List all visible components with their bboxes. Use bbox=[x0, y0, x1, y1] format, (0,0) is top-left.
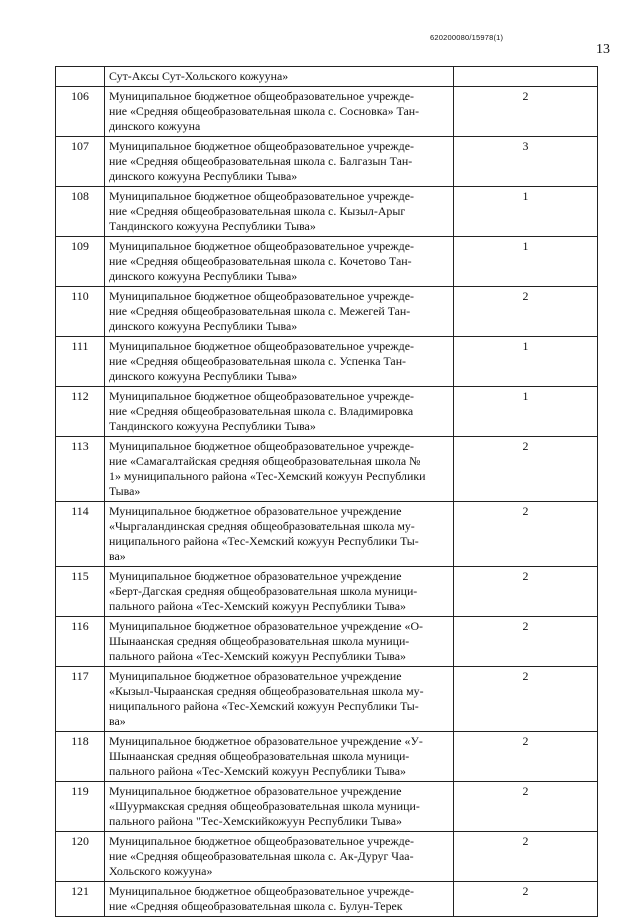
row-number: 111 bbox=[56, 337, 105, 387]
table-row bbox=[56, 782, 598, 832]
row-number: 110 bbox=[56, 287, 105, 337]
institution-name: Муниципальное бюджетное образовательное учреждение «У- Шынаанская средняя общеобразовательная школа муници- пального района «Тес-Хемский кожуун Республики Тыва» bbox=[105, 732, 454, 782]
institution-name: Муниципальное бюджетное общеобразовательное учрежде- ние «Средняя общеобразовательная школа с. Балгазын Тан- динского кожууна Республики Тыва» bbox=[105, 137, 454, 187]
table-row bbox=[56, 87, 598, 137]
table-row bbox=[56, 832, 598, 882]
institution-name: Муниципальное бюджетное общеобразовательное учрежде- ние «Средняя общеобразовательная школа с. Кызыл-Арыг Тандинского кожууна Республики Тыва» bbox=[105, 187, 454, 237]
institutions-table bbox=[55, 66, 598, 917]
institution-name: Муниципальное бюджетное общеобразовательное учрежде- ние «Самагалтайская средняя общеобразовательная школа № 1» муниципального района «Тес-Хемский кожуун Республики Тыва» bbox=[105, 437, 454, 502]
row-count: 1 bbox=[454, 387, 598, 437]
table-row bbox=[56, 617, 598, 667]
row-number: 113 bbox=[56, 437, 105, 502]
table-row bbox=[56, 882, 598, 917]
table-row bbox=[56, 67, 598, 87]
row-count: 2 bbox=[454, 832, 598, 882]
table-body bbox=[56, 67, 598, 917]
institution-name: Муниципальное бюджетное общеобразовательное учрежде- ние «Средняя общеобразовательная школа с. Межегей Тан- динского кожууна Республики Тыва» bbox=[105, 287, 454, 337]
row-number: 118 bbox=[56, 732, 105, 782]
table-row bbox=[56, 437, 598, 502]
table-row bbox=[56, 732, 598, 782]
table-row bbox=[56, 187, 598, 237]
institution-name: Муниципальное бюджетное образовательное учреждение «Шуурмакская средняя общеобразовательная школа муници- пального района "Тес-Хемскийкожуун Республики Тыва» bbox=[105, 782, 454, 832]
institution-name: Муниципальное бюджетное образовательное учреждение «О- Шынаанская средняя общеобразовательная школа муници- пального района «Тес-Хемский кожуун Республики Тыва» bbox=[105, 617, 454, 667]
row-number: 120 bbox=[56, 832, 105, 882]
page-number: 13 bbox=[596, 42, 610, 57]
table-row bbox=[56, 337, 598, 387]
institution-name: Муниципальное бюджетное общеобразовательное учрежде- ние «Средняя общеобразовательная школа с. Ак-Дуруг Чаа- Хольского кожууна» bbox=[105, 832, 454, 882]
table-row bbox=[56, 387, 598, 437]
row-number: 112 bbox=[56, 387, 105, 437]
row-count: 2 bbox=[454, 732, 598, 782]
row-number: 115 bbox=[56, 567, 105, 617]
institution-name: Муниципальное бюджетное общеобразовательное учрежде- ние «Средняя общеобразовательная школа с. Сосновка» Тан- динского кожууна bbox=[105, 87, 454, 137]
row-number: 116 bbox=[56, 617, 105, 667]
table-row bbox=[56, 237, 598, 287]
institution-name: Муниципальное бюджетное образовательное учреждение «Чыргаландинская средняя общеобразовательная школа му- ниципального района «Тес-Хемский кожуун Республики Ты- ва» bbox=[105, 502, 454, 567]
table-row bbox=[56, 567, 598, 617]
institution-name: Муниципальное бюджетное общеобразовательное учрежде- ние «Средняя общеобразовательная школа с. Владимировка Тандинского кожууна Республики Тыва» bbox=[105, 387, 454, 437]
row-count bbox=[454, 67, 598, 87]
institution-name: Муниципальное бюджетное образовательное учреждение «Кызыл-Чыраанская средняя общеобразовательная школа му- ниципального района «Тес-Хемский кожуун Республики Ты- ва» bbox=[105, 667, 454, 732]
row-count: 2 bbox=[454, 567, 598, 617]
row-count: 2 bbox=[454, 882, 598, 917]
row-count: 2 bbox=[454, 87, 598, 137]
row-number: 117 bbox=[56, 667, 105, 732]
row-number: 109 bbox=[56, 237, 105, 287]
table-row bbox=[56, 502, 598, 567]
row-number bbox=[56, 67, 105, 87]
row-count: 1 bbox=[454, 237, 598, 287]
table-row bbox=[56, 137, 598, 187]
row-count: 2 bbox=[454, 287, 598, 337]
institution-name: Муниципальное бюджетное образовательное учреждение «Берт-Дагская средняя общеобразовательная школа муници- пального района «Тес-Хемский кожуун Республики Тыва» bbox=[105, 567, 454, 617]
table-row bbox=[56, 287, 598, 337]
row-count: 2 bbox=[454, 667, 598, 732]
row-number: 121 bbox=[56, 882, 105, 917]
row-count: 2 bbox=[454, 782, 598, 832]
row-count: 3 bbox=[454, 137, 598, 187]
row-count: 1 bbox=[454, 337, 598, 387]
institution-name: Муниципальное бюджетное общеобразовательное учрежде- ние «Средняя общеобразовательная школа с. Кочетово Тан- динского кожууна Республики Тыва» bbox=[105, 237, 454, 287]
row-count: 2 bbox=[454, 437, 598, 502]
row-count: 2 bbox=[454, 502, 598, 567]
row-number: 106 bbox=[56, 87, 105, 137]
table-row bbox=[56, 667, 598, 732]
row-count: 2 bbox=[454, 617, 598, 667]
row-number: 108 bbox=[56, 187, 105, 237]
row-number: 107 bbox=[56, 137, 105, 187]
institution-name: Муниципальное бюджетное общеобразовательное учрежде- ние «Средняя общеобразовательная школа с. Успенка Тан- динского кожууна Республики Тыва» bbox=[105, 337, 454, 387]
institution-name: Муниципальное бюджетное общеобразовательное учрежде- ние «Средняя общеобразовательная школа с. Булун-Терек bbox=[105, 882, 454, 917]
row-number: 114 bbox=[56, 502, 105, 567]
row-number: 119 bbox=[56, 782, 105, 832]
row-count: 1 bbox=[454, 187, 598, 237]
document-id: 620200080/15978(1) bbox=[430, 33, 504, 42]
institution-name: Сут-Аксы Сут-Хольского кожууна» bbox=[105, 67, 454, 87]
